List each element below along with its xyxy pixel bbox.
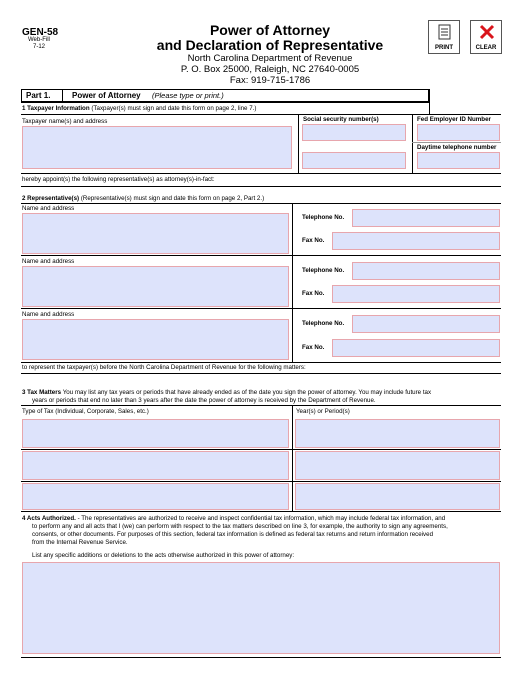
rep3-name-input[interactable] (22, 319, 289, 360)
rep1-name-input[interactable] (22, 213, 289, 254)
rep2-name-label: Name and address (22, 258, 75, 265)
printer-document-icon (438, 24, 452, 41)
daytime-phone-label: Daytime telephone number (417, 144, 497, 151)
year-period-input-1[interactable] (295, 419, 500, 448)
section3-line2: years or periods that end no later than 3 years after the date the power of attorney is received by the Department of Revenue. (32, 397, 376, 404)
taxpayer-name-label: Taxpayer name(s) and address (22, 118, 108, 125)
part1-subtitle: (Please type or print.) (152, 91, 224, 100)
rep2-tel-input[interactable] (352, 262, 500, 280)
ssn-label: Social security number(s) (303, 116, 379, 123)
tax-type-label: Type of Tax (Individual, Corporate, Sales, etc.) (22, 408, 149, 415)
rep2-fax-input[interactable] (332, 285, 500, 303)
section4-line1: 4 Acts Authorized. - The representatives are authorized to receive and inspect confidential tax information, which may include federal tax information, and (22, 515, 446, 522)
rep1-fax-label: Fax No. (302, 237, 325, 244)
form-title-line2: and Declaration of Representative (156, 37, 384, 53)
section2-heading: 2 Representative(s) (Representative(s) must sign and date this form on page 2, Part 2.) (22, 195, 265, 202)
rep3-name-label: Name and address (22, 311, 75, 318)
section4-line3: consents, or other documents. For purposes of this section, federal tax information is defined as federal tax returns and return information received (32, 531, 434, 538)
form-code: GEN-58 (22, 27, 59, 38)
part1-title: Power of Attorney (72, 91, 141, 100)
acts-list-label: List any specific additions or deletions to the acts otherwise authorized in this power of attorney: (32, 552, 295, 559)
represent-text: to represent the taxpayer(s) before the North Carolina Department of Revenue for the following matters: (22, 364, 306, 371)
section4-line4: from the Internal Revenue Service. (32, 539, 128, 546)
tax-type-input-3[interactable] (22, 483, 289, 510)
print-button[interactable] (428, 20, 460, 54)
department-fax: Fax: 919-715-1786 (229, 75, 311, 86)
ssn-input-1[interactable] (302, 124, 406, 141)
clear-button[interactable] (470, 20, 502, 54)
rep3-fax-label: Fax No. (302, 344, 325, 351)
rep2-fax-label: Fax No. (302, 290, 325, 297)
section3-line1: 3 Tax Matters You may list any tax years or periods that have already ended as of the date you sign the power of attorney. You may include future tax (22, 389, 432, 396)
rep2-tel-label: Telephone No. (302, 267, 345, 274)
print-label: PRINT (435, 45, 453, 51)
section1-heading: 1 Taxpayer Information (Taxpayer(s) must sign and date this form on page 2, line 7.) (22, 105, 257, 112)
tax-type-input-2[interactable] (22, 451, 289, 480)
rep1-tel-input[interactable] (352, 209, 500, 227)
taxpayer-name-input[interactable] (22, 126, 292, 169)
rep2-name-input[interactable] (22, 266, 289, 307)
acts-authorized-textarea[interactable] (22, 562, 500, 654)
department-address: P. O. Box 25000, Raleigh, NC 27640-0005 (180, 64, 360, 75)
fein-label: Fed Employer ID Number (417, 116, 491, 123)
rep3-tel-input[interactable] (352, 315, 500, 333)
rep1-fax-input[interactable] (332, 232, 500, 250)
ssn-input-2[interactable] (302, 152, 406, 169)
rep1-tel-label: Telephone No. (302, 214, 345, 221)
department-name: North Carolina Department of Revenue (187, 53, 353, 64)
red-x-icon (479, 24, 495, 40)
clear-label: CLEAR (475, 45, 497, 51)
section4-line2: to perform any and all acts that I (we) can perform with respect to the tax matters described on line 3, for example, the authority to sign any agreements, (32, 523, 448, 530)
web-fill-label: Web-Fill (28, 37, 50, 43)
appoint-text: hereby appoint(s) the following representative(s) as attorney(s)-in-fact: (22, 176, 215, 183)
tax-type-input-1[interactable] (22, 419, 289, 448)
daytime-phone-input[interactable] (417, 152, 500, 169)
form-title-line1: Power of Attorney (209, 22, 331, 38)
rep3-fax-input[interactable] (332, 339, 500, 357)
year-period-label: Year(s) or Period(s) (296, 408, 350, 415)
year-period-input-3[interactable] (295, 483, 500, 510)
form-version: 7-12 (33, 44, 46, 50)
rep3-tel-label: Telephone No. (302, 320, 345, 327)
fein-input[interactable] (417, 124, 500, 141)
rep1-name-label: Name and address (22, 205, 75, 212)
part1-label: Part 1. (26, 91, 51, 100)
year-period-input-2[interactable] (295, 451, 500, 480)
